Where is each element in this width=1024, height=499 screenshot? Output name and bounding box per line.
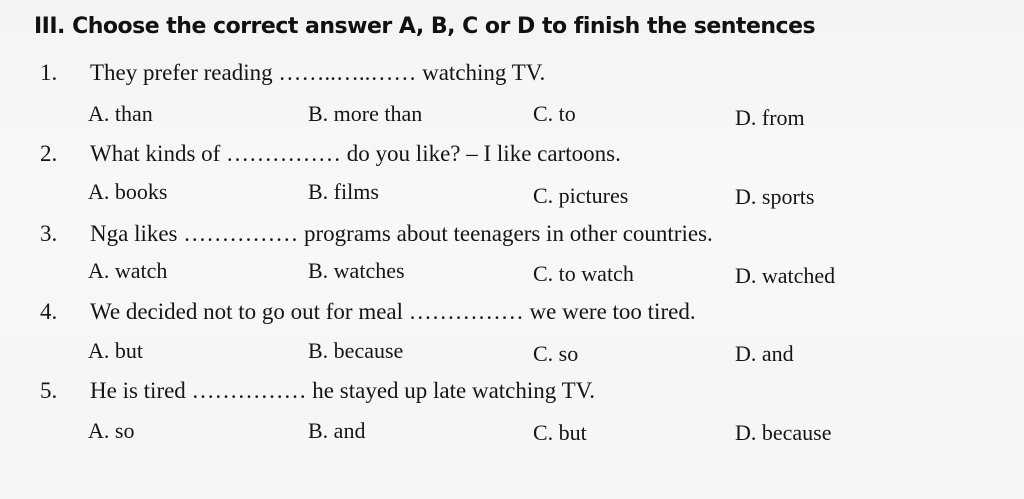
question-5-option-c: C. but [533,420,587,445]
question-text: Nga likes …………… programs about teenagers in other countries. [90,221,713,246]
question-4-option-d: D. and [735,341,794,366]
question-5 [40,378,595,404]
question-4 [40,299,696,325]
question-1 [40,60,545,86]
question-5-option-a: A. so [88,418,135,443]
question-1-option-d: D. from [735,105,805,130]
question-number: 4. [40,299,58,324]
question-number: 2. [40,141,58,166]
question-3-option-c: C. to watch [533,261,634,286]
question-5-option-d: D. because [735,420,832,445]
question-2-option-b: B. films [308,179,379,204]
question-4-option-b: B. because [308,338,404,363]
question-3 [40,221,713,247]
question-text: We decided not to go out for meal …………… we were too tired. [90,299,696,324]
question-3-option-b: B. watches [308,258,405,283]
exercise-heading: III. Choose the correct answer A, B, C or D to finish the sentences [34,14,816,39]
question-2 [40,141,621,167]
question-number: 1. [40,60,58,85]
question-1-option-c: C. to [533,101,576,126]
question-number: 5. [40,378,58,403]
question-4-option-c: C. so [533,341,579,366]
question-2-option-d: D. sports [735,184,815,209]
question-1-option-a: A. than [88,101,153,126]
question-2-option-a: A. books [88,179,168,204]
question-3-option-a: A. watch [88,258,168,283]
question-text: What kinds of …………… do you like? – I like cartoons. [90,141,621,166]
question-number: 3. [40,221,58,246]
question-3-option-d: D. watched [735,263,836,288]
question-text: He is tired …………… he stayed up late watching TV. [90,378,596,403]
question-5-option-b: B. and [308,418,366,443]
question-2-option-c: C. pictures [533,183,629,208]
question-1-option-b: B. more than [308,101,423,126]
question-text: They prefer reading ……..…..…… watching TV. [90,60,546,85]
question-4-option-a: A. but [88,338,143,363]
